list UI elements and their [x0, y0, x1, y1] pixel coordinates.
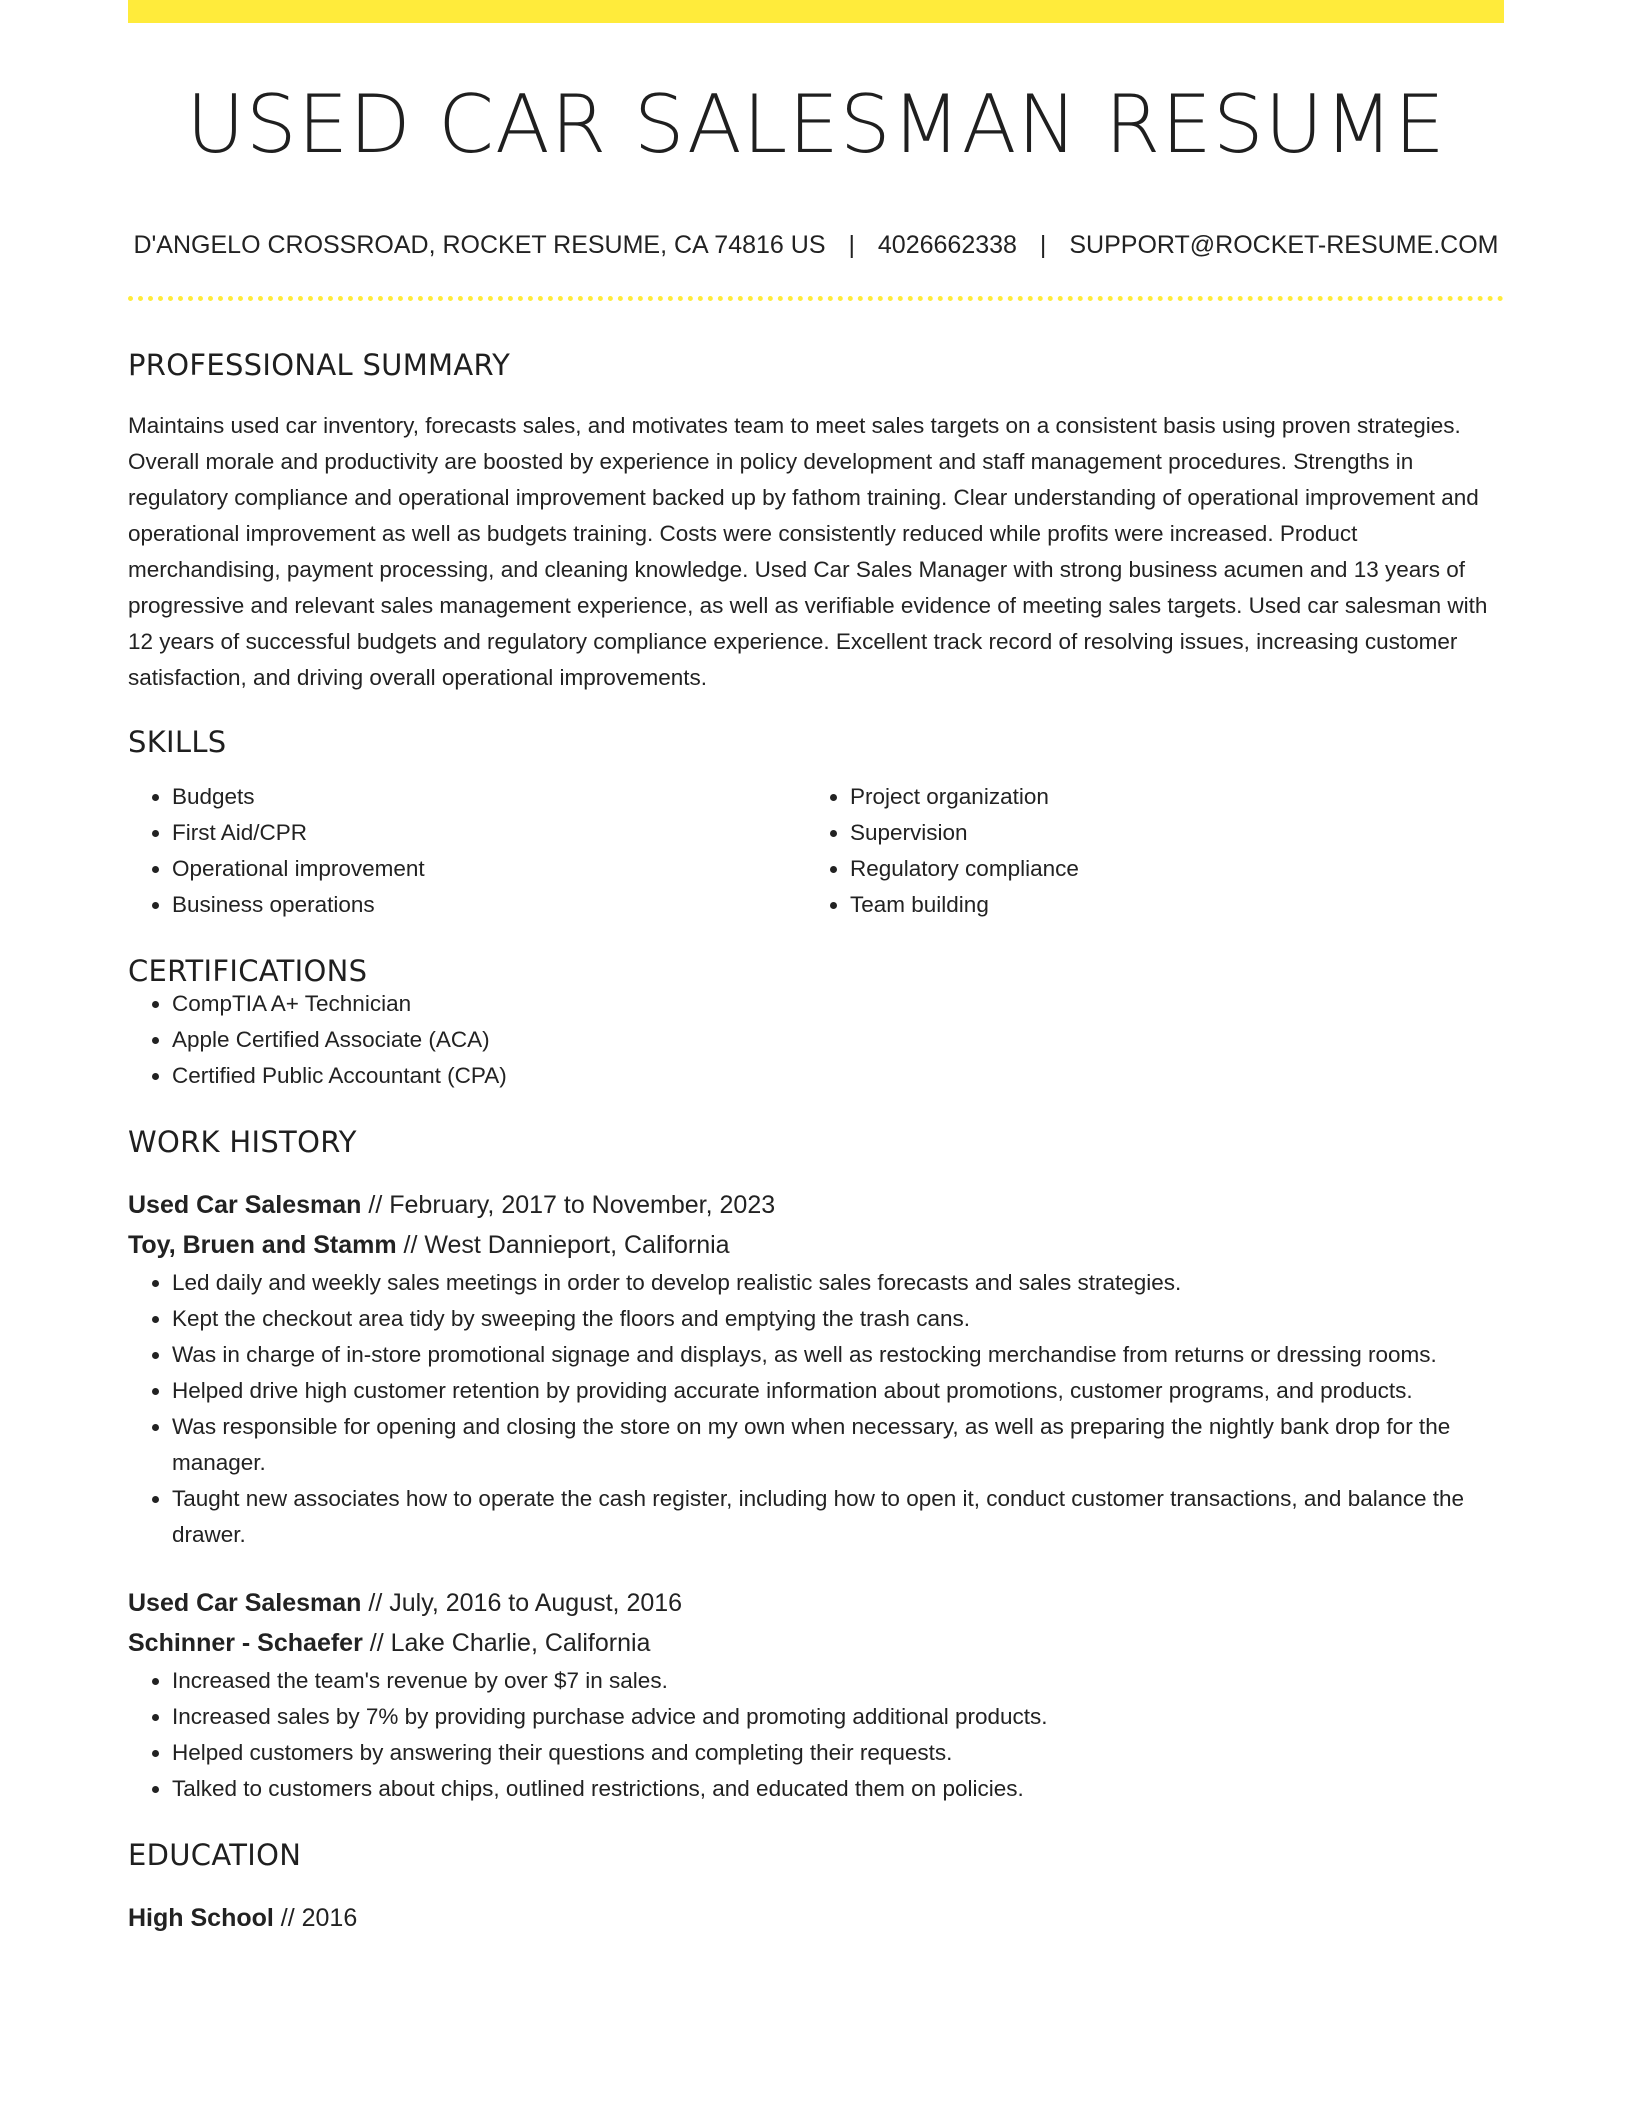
- certification-item: • Certified Public Accountant (CPA): [172, 1058, 1504, 1094]
- skills-list-left: [128, 779, 806, 923]
- skill-item: • Supervision: [850, 815, 1484, 851]
- contact-email: SUPPORT@ROCKET-RESUME.COM: [1069, 231, 1499, 259]
- resume-page: [128, 0, 1504, 1938]
- contact-address: D'ANGELO CROSSROAD, ROCKET RESUME, CA 74816 US: [133, 231, 826, 259]
- job-bullets: [128, 1265, 1504, 1553]
- job-location: // West Dannieport, California: [403, 1231, 730, 1259]
- job-entry: [128, 1583, 1504, 1807]
- job-bullet: • Taught new associates how to operate the cash register, including how to open it, conduct customer transactions, and balance the drawer.: [172, 1481, 1504, 1553]
- accent-top-bar: [128, 0, 1504, 23]
- job-company-line: [128, 1225, 1504, 1265]
- job-entry: [128, 1185, 1504, 1553]
- job-bullet: • Talked to customers about chips, outlined restrictions, and educated them on policies.: [172, 1771, 1504, 1807]
- summary-text: Maintains used car inventory, forecasts sales, and motivates team to meet sales targets on a consistent basis using proven strategies. Overall morale and productivity are boosted by experience in policy development and staff management procedures. Strengths in regulatory compliance and operational improvement backed up by fathom training. Clear understanding of operational improvement and operational improvement as well as budgets training. Costs were consistently reduced while profits were increased. Product merchandising, payment processing, and cleaning knowledge. Used Car Sales Manager with strong business acumen and 13 years of progressive and relevant sales management experience, as well as verifiable evidence of meeting sales targets. Used car salesman with 12 years of successful budgets and regulatory compliance experience. Excellent track record of resolving issues, increasing customer satisfaction, and driving overall operational improvements.: [128, 413, 1488, 690]
- skill-item: • First Aid/CPR: [172, 815, 806, 851]
- skill-item: • Budgets: [172, 779, 806, 815]
- certifications-heading: CERTIFICATIONS: [128, 954, 368, 988]
- job-location: // Lake Charlie, California: [369, 1629, 651, 1657]
- skill-item: • Regulatory compliance: [850, 851, 1484, 887]
- education-heading: EDUCATION: [128, 1838, 302, 1872]
- education-entry: [128, 1898, 1504, 1938]
- job-company-line: [128, 1623, 1504, 1663]
- job-bullets: [128, 1663, 1504, 1807]
- job-title-line: [128, 1185, 1504, 1225]
- job-bullet: • Helped customers by answering their questions and completing their requests.: [172, 1735, 1504, 1771]
- resume-title: USED CAR SALESMAN RESUME: [186, 78, 1446, 171]
- job-dates: // July, 2016 to August, 2016: [368, 1589, 683, 1617]
- job-company: Toy, Bruen and Stamm: [128, 1231, 397, 1259]
- contact-separator: |: [1039, 231, 1047, 259]
- skills-grid: [128, 779, 1504, 923]
- certification-item: • Apple Certified Associate (ACA): [172, 1022, 1504, 1058]
- skills-column-right: [806, 779, 1484, 923]
- job-title: Used Car Salesman: [128, 1191, 362, 1219]
- job-title: Used Car Salesman: [128, 1589, 362, 1617]
- certifications-list: [128, 986, 1504, 1094]
- job-bullet: • Led daily and weekly sales meetings in order to develop realistic sales forecasts and sales strategies.: [172, 1265, 1504, 1301]
- skills-heading: SKILLS: [128, 725, 227, 759]
- skill-item: • Team building: [850, 887, 1484, 923]
- job-company: Schinner - Schaefer: [128, 1629, 363, 1657]
- education-year: // 2016: [280, 1904, 358, 1932]
- contact-separator: |: [848, 231, 855, 259]
- summary-heading: PROFESSIONAL SUMMARY: [128, 348, 511, 382]
- job-bullet: • Was in charge of in-store promotional signage and displays, as well as restocking merchandise from returns or dressing rooms.: [172, 1337, 1504, 1373]
- job-title-line: [128, 1583, 1504, 1623]
- job-bullet: • Increased sales by 7% by providing purchase advice and promoting additional products.: [172, 1699, 1504, 1735]
- contact-phone: 4026662338: [877, 231, 1017, 259]
- job-bullet: • Increased the team's revenue by over $7 in sales.: [172, 1663, 1504, 1699]
- skill-item: • Project organization: [850, 779, 1484, 815]
- skills-list-right: [806, 779, 1484, 923]
- certification-item: • CompTIA A+ Technician: [172, 986, 1504, 1022]
- dotted-divider: [128, 296, 1504, 301]
- work-history-heading: WORK HISTORY: [128, 1125, 357, 1159]
- job-bullet: • Was responsible for opening and closing the store on my own when necessary, as well as preparing the nightly bank drop for the manager.: [172, 1409, 1504, 1481]
- education-degree: High School: [128, 1904, 274, 1932]
- job-bullet: • Kept the checkout area tidy by sweeping the floors and emptying the trash cans.: [172, 1301, 1504, 1337]
- job-dates: // February, 2017 to November, 2023: [368, 1191, 776, 1219]
- contact-line: [128, 233, 1504, 258]
- job-bullet: • Helped drive high customer retention by providing accurate information about promotions, customer programs, and products.: [172, 1373, 1504, 1409]
- skills-column-left: [128, 779, 806, 923]
- skill-item: • Operational improvement: [172, 851, 806, 887]
- skill-item: • Business operations: [172, 887, 806, 923]
